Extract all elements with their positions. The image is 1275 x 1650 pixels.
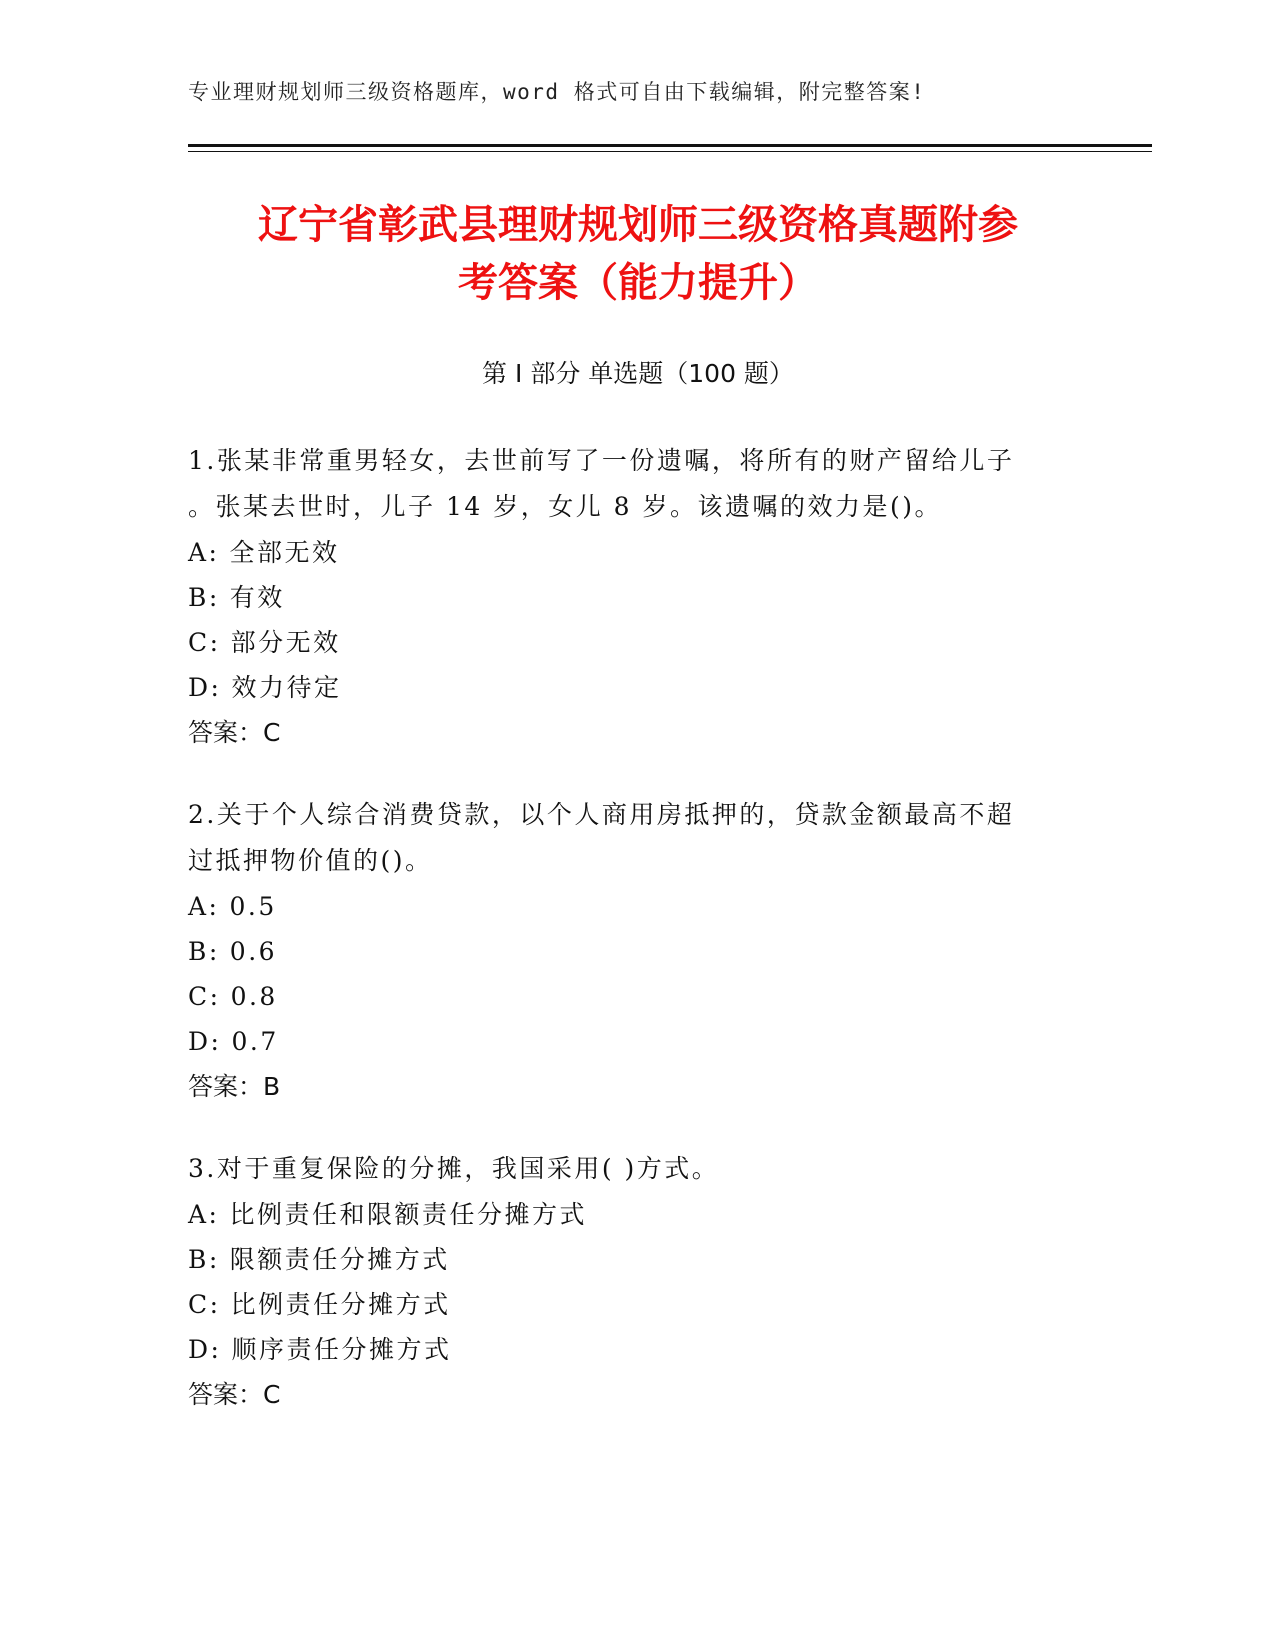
question-2-answer: 答案：B [188,1072,281,1101]
option-letter: C: [188,982,221,1011]
question-1-text-line-1: 1.张某非常重男轻女，去世前写了一份遗嘱，将所有的财产留给儿子 [188,446,1015,475]
question-3-option-c [188,1282,1068,1327]
question-1 [188,438,1068,756]
question-2 [188,792,1068,1110]
question-3-option-d [188,1327,1068,1372]
option-text: 有效 [229,583,285,612]
question-1-option-b [188,575,1068,620]
option-text: 0.6 [229,937,278,966]
option-text: 比例责任分摊方式 [230,1290,451,1319]
option-letter: B: [188,583,220,612]
option-letter: D: [188,1335,222,1364]
question-1-option-a [188,530,1068,575]
option-text: 比例责任和限额责任分摊方式 [229,1200,587,1229]
option-letter: C: [188,1290,221,1319]
question-3-answer: 答案：C [188,1380,281,1409]
header-note: 专业理财规划师三级资格题库，word 格式可自由下载编辑，附完整答案! [188,80,926,104]
option-letter: A: [188,892,220,921]
question-list [188,438,1068,1454]
question-2-option-c [188,974,1068,1019]
section-title: 第 I 部分 单选题（100 题） [482,359,794,388]
option-letter: D: [188,1027,222,1056]
option-text: 效力待定 [231,673,342,702]
question-3-text-line-1: 3.对于重复保险的分摊，我国采用( )方式。 [188,1154,720,1183]
document-title-line-2: 考答案（能力提升） [458,260,818,306]
question-3 [188,1146,1068,1418]
question-1-answer: 答案：C [188,718,281,747]
question-2-text-line-2: 过抵押物价值的()。 [188,846,433,875]
option-letter: A: [188,1200,220,1229]
question-3-option-b [188,1237,1068,1282]
option-text: 部分无效 [230,628,341,657]
option-letter: B: [188,937,220,966]
question-2-option-d [188,1019,1068,1064]
option-text: 0.5 [229,892,277,921]
header-rule-thin [188,151,1152,152]
option-letter: A: [188,538,220,567]
question-2-option-b [188,929,1068,974]
header-rule-thick [188,144,1152,147]
option-letter: B: [188,1245,220,1274]
option-text: 全部无效 [229,538,340,567]
document-title [188,196,1088,312]
option-text: 0.8 [230,982,278,1011]
option-text: 限额责任分摊方式 [229,1245,450,1274]
question-1-text-line-2: 。张某去世时，儿子 14 岁，女儿 8 岁。该遗嘱的效力是()。 [188,492,943,521]
option-letter: C: [188,628,221,657]
option-text: 顺序责任分摊方式 [231,1335,452,1364]
option-text: 0.7 [231,1027,279,1056]
option-letter: D: [188,673,222,702]
question-1-option-d [188,665,1068,710]
question-2-text-line-1: 2.关于个人综合消费贷款，以个人商用房抵押的，贷款金额最高不超 [188,800,1015,829]
question-2-option-a [188,884,1068,929]
question-3-option-a [188,1192,1068,1237]
document-title-line-1: 辽宁省彰武县理财规划师三级资格真题附参 [258,202,1018,248]
question-1-option-c [188,620,1068,665]
